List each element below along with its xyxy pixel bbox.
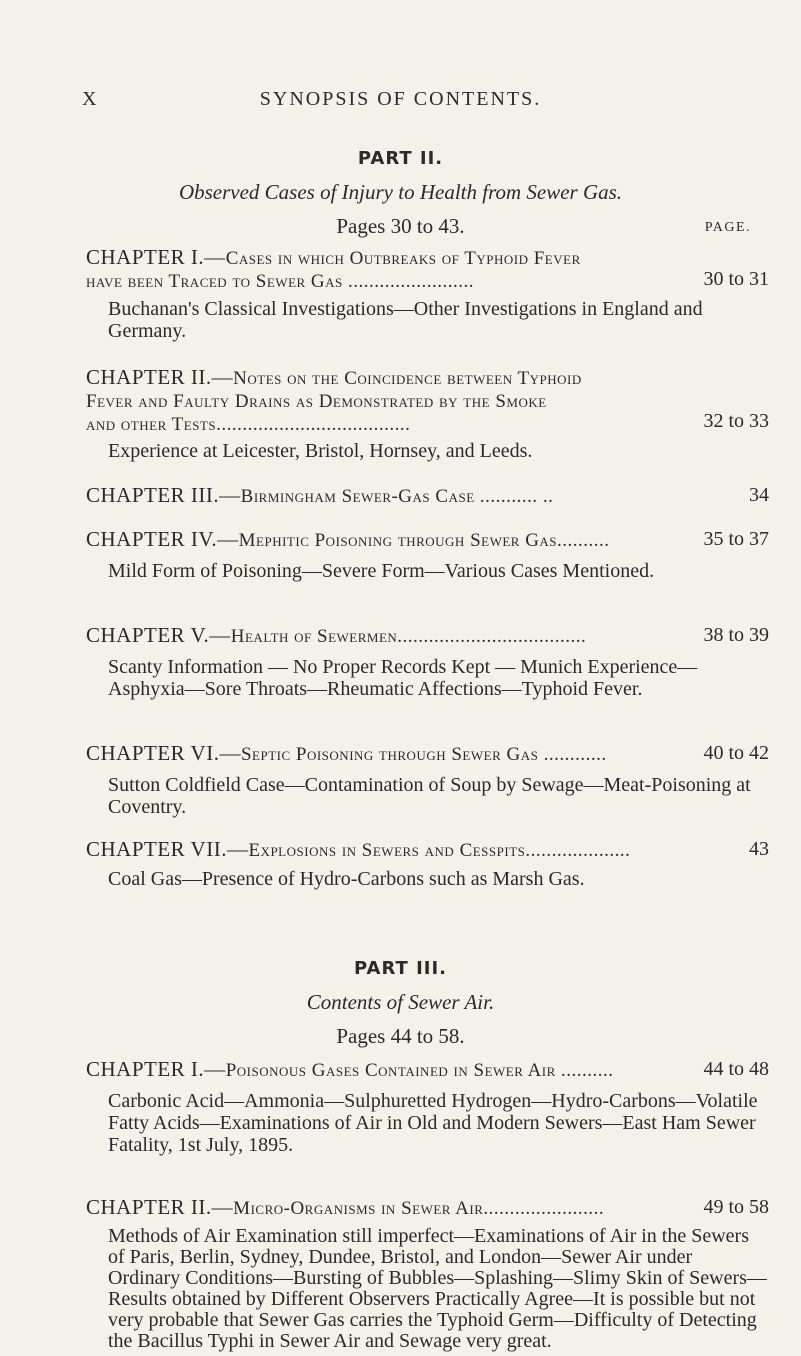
page-number: X <box>82 88 98 110</box>
chapter-pages: 32 to 33 <box>703 410 769 432</box>
chapter-entry <box>86 1058 766 1082</box>
chapter-number: CHAPTER I.— <box>86 245 226 269</box>
chapter-pages: 40 to 42 <box>703 742 769 764</box>
chapter-number: CHAPTER VI.— <box>86 741 241 765</box>
chapter-description: Carbonic Acid—Ammonia—Sulphuretted Hydrogen—Hydro-Carbons—Volatile Fatty Acids—Examinations of Air in Old and Modern Sewers—East Ham Sewer Fatality, 1st July, 1895. <box>108 1090 758 1156</box>
chapter-entry <box>86 366 766 436</box>
chapter-entry <box>86 1196 766 1220</box>
part-3-pages: Pages 44 to 58. <box>336 1024 465 1048</box>
part-3-subtitle: Contents of Sewer Air. <box>306 990 495 1014</box>
chapter-title: Cases in which Outbreaks of Typhoid Fever <box>225 248 581 269</box>
chapter-pages: 34 <box>749 484 769 506</box>
chapter-pages: 35 to 37 <box>703 528 769 550</box>
page-header <box>0 88 801 118</box>
chapter-title-cont: and other Tests..................................... <box>86 414 411 435</box>
part-3-heading: PART III. <box>354 958 447 979</box>
chapter-title: Health of Sewermen.................................... <box>230 626 587 647</box>
chapter-number: CHAPTER IV.— <box>86 527 239 551</box>
chapter-pages: 44 to 48 <box>703 1058 769 1080</box>
chapter-pages: 43 <box>749 838 769 860</box>
chapter-entry <box>86 528 766 552</box>
chapter-title: Poisonous Gases Contained in Sewer Air .......... <box>225 1060 614 1081</box>
chapter-title: Explosions in Sewers and Cesspits.................... <box>248 840 631 861</box>
chapter-number: CHAPTER II.— <box>86 1195 234 1219</box>
chapter-entry <box>86 742 766 766</box>
chapter-number: CHAPTER V.— <box>86 623 231 647</box>
chapter-title-cont: Fever and Faulty Drains as Demonstrated by the Smoke <box>86 391 547 412</box>
chapter-description: Buchanan's Classical Investigations—Other Investigations in England and Germany. <box>108 298 703 342</box>
chapter-number: CHAPTER II.— <box>86 365 234 389</box>
chapter-entry <box>86 838 766 862</box>
chapter-title: Notes on the Coincidence between Typhoid <box>233 368 582 389</box>
part-2-subtitle: Observed Cases of Injury to Health from Sewer Gas. <box>178 180 623 204</box>
chapter-title: Birmingham Sewer-Gas Case ........... .. <box>240 486 554 507</box>
chapter-description: Mild Form of Poisoning—Severe Form—Various Cases Mentioned. <box>108 560 655 582</box>
chapter-number: CHAPTER VII.— <box>86 837 249 861</box>
chapter-title: Septic Poisoning through Sewer Gas ............ <box>240 744 607 765</box>
chapter-description: Coal Gas—Presence of Hydro-Carbons such as Marsh Gas. <box>108 868 585 890</box>
chapter-description: Methods of Air Examination still imperfect—Examinations of Air in the Sewers of Paris, Berlin, Sydney, Dundee, Bristol, and London—Sewer Air under Ordinary Conditions—Bursting of Bubbles—Splashing—Slimy Skin of Sewers—Results obtained by Different Observers Practically Agree—It is possible but not very probable that Sewer Gas carries the Typhoid Germ—Difficulty of Detecting the Bacillus Typhi in Sewer Air and Sewage very great. <box>108 1225 767 1352</box>
page-column-label: PAGE. <box>704 220 751 235</box>
chapter-description: Scanty Information — No Proper Records Kept — Munich Experience—Asphyxia—Sore Throats—Rheumatic Affections—Typhoid Fever. <box>108 656 698 700</box>
chapter-title: Micro-Organisms in Sewer Air....................... <box>233 1198 605 1219</box>
chapter-entry <box>86 246 766 293</box>
chapter-title: Mephitic Poisoning through Sewer Gas.......... <box>238 530 610 551</box>
running-title: SYNOPSIS OF CONTENTS. <box>259 88 542 110</box>
chapter-entry <box>86 624 766 648</box>
chapter-description: Experience at Leicester, Bristol, Hornsey, and Leeds. <box>108 440 533 462</box>
chapter-pages: 30 to 31 <box>703 268 769 290</box>
chapter-pages: 49 to 58 <box>703 1196 769 1218</box>
chapter-entry <box>86 484 766 508</box>
part-2-heading: PART II. <box>357 148 444 169</box>
chapter-pages: 38 to 39 <box>703 624 769 646</box>
chapter-title-cont: have been Traced to Sewer Gas ........................ <box>86 271 475 292</box>
chapter-description: Sutton Coldfield Case—Contamination of Soup by Sewage—Meat-Poisoning at Coventry. <box>108 774 751 818</box>
chapter-number: CHAPTER I.— <box>86 1057 226 1081</box>
part-2-pages: Pages 30 to 43. <box>336 214 465 238</box>
chapter-number: CHAPTER III.— <box>86 483 241 507</box>
